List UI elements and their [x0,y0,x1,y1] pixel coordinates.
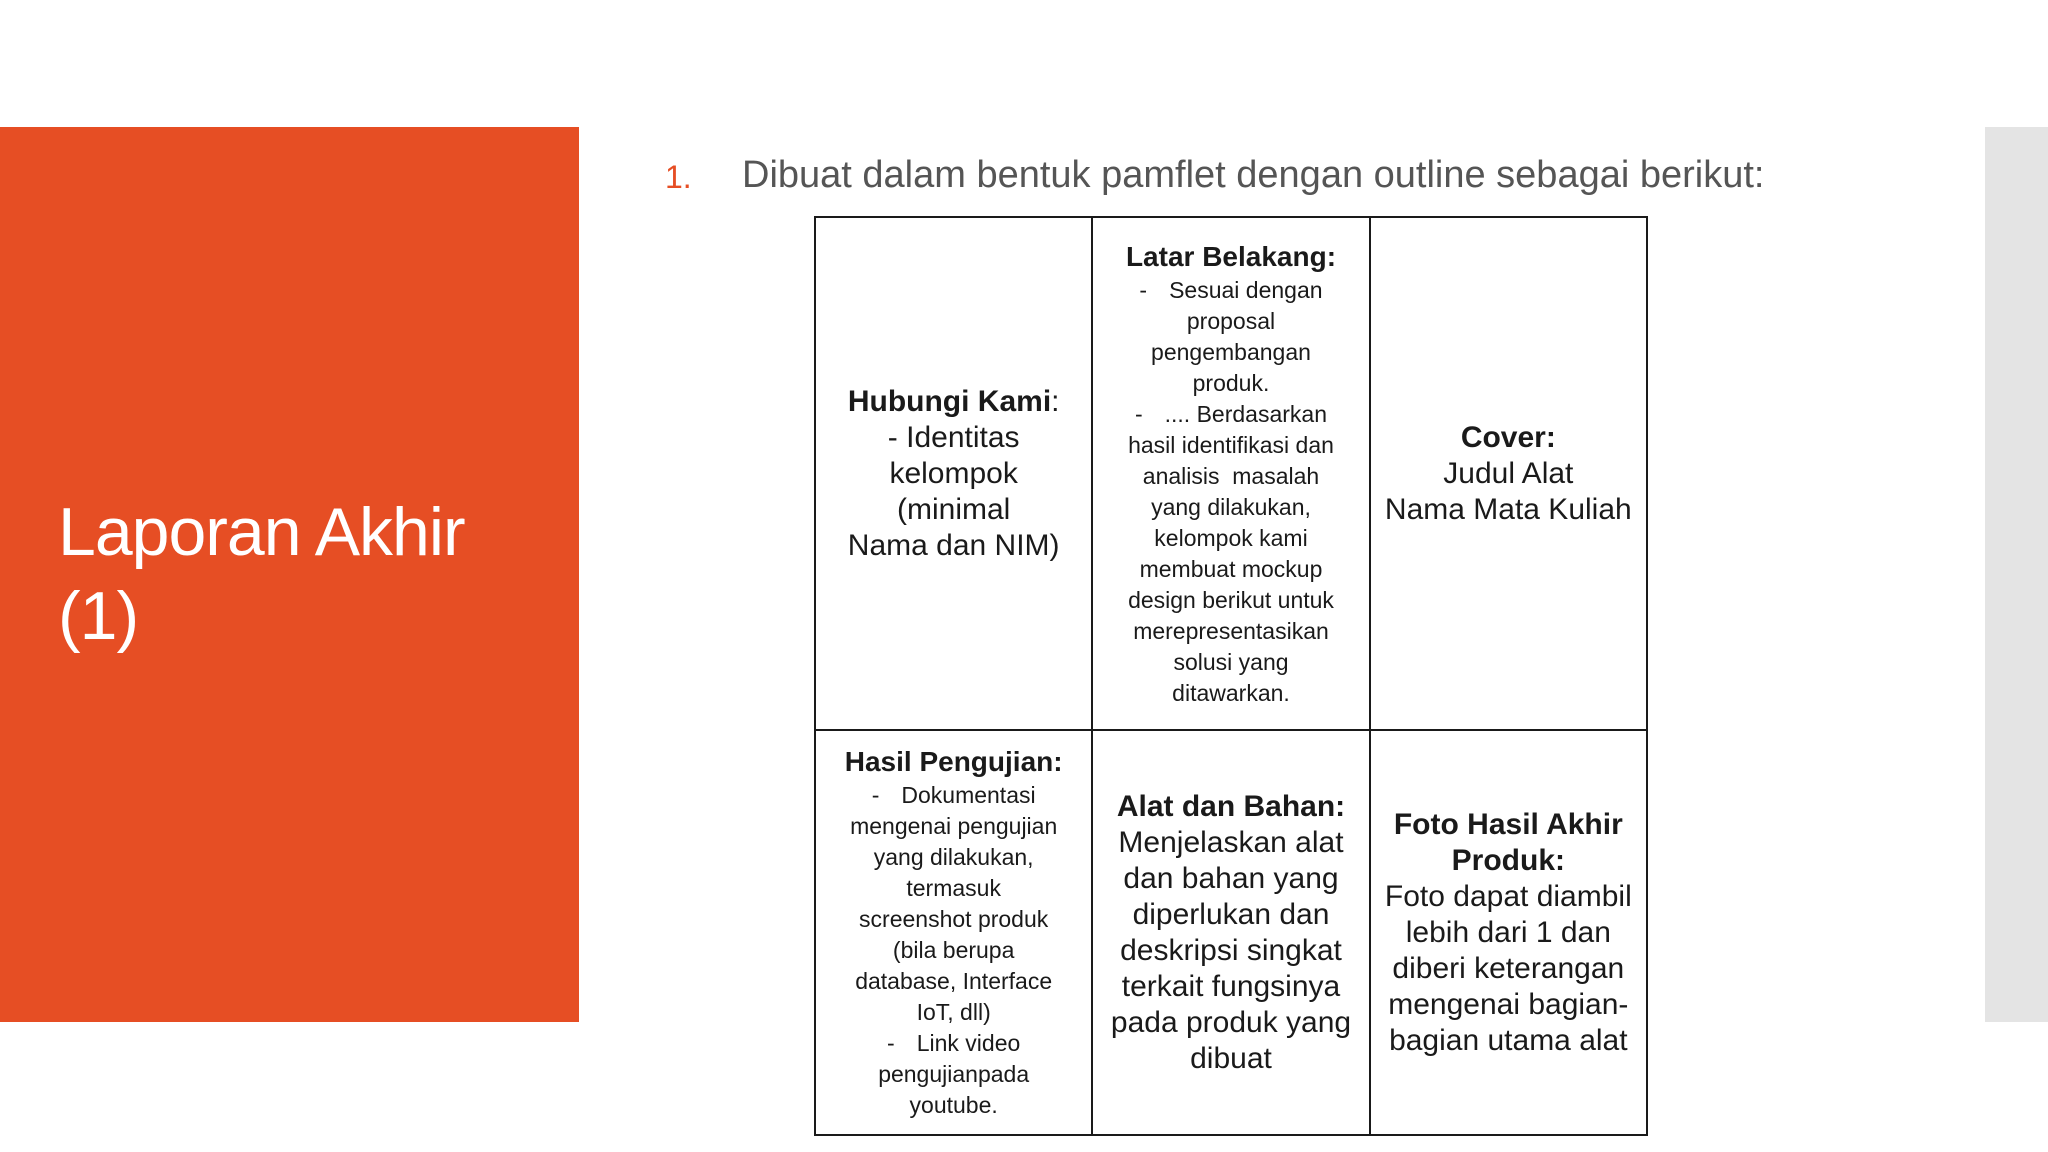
list-line: analisis masalah [1142,462,1320,489]
bullet-text: Dibuat dalam bentuk pamflet dengan outline sebagai berikut: [742,154,1765,196]
cell-line: bagian utama alat [1389,1023,1628,1057]
cell-heading: Hasil Pengujian: [844,746,1063,777]
list-item: - .... Berdasarkan [1134,400,1327,427]
list-line: proposal [1186,307,1276,334]
list-line: pengujianpada [878,1061,1030,1087]
list-line: merepresentasikan [1133,617,1329,644]
table-row [815,217,1647,730]
cell-line: - Identitas [887,420,1020,454]
list-line: (bila berupa [892,937,1015,963]
list-item: - Dokumentasi [871,782,1036,808]
cell-line: dibuat [1190,1041,1272,1075]
list-line: design berikut untuk [1128,586,1334,613]
list-item: - Link video [887,1030,1021,1056]
cell-line: mengenai bagian- [1388,987,1629,1021]
pamflet-outline-table [814,216,1648,1136]
cell-line: Judul Alat [1443,456,1574,490]
cell-hubungi-kami [815,217,1092,730]
list-line: ditawarkan. [1172,679,1290,706]
list-line: yang dilakukan, [873,844,1034,870]
cell-line: diberi keterangan [1392,951,1625,985]
list-item: - Sesuai dengan [1139,276,1323,303]
side-strip [1985,127,2048,1022]
list-line: database, Interface [855,968,1053,994]
cell-line: dan bahan yang [1123,861,1339,895]
list-line: yang dilakukan, [1151,493,1311,520]
list-line: mengenai pengujian [850,813,1058,839]
cell-line: Nama Mata Kuliah [1384,492,1632,526]
cell-line: terkait fungsinya [1121,969,1341,1003]
slide-title: Laporan Akhir (1) [58,494,465,654]
cell-line: pada produk yang [1110,1005,1352,1039]
bullet-number: 1. [665,159,692,195]
cell-heading: Foto Hasil Akhir Produk: [1393,807,1623,877]
cell-foto-hasil-akhir [1370,730,1647,1135]
list-line: membuat mockup [1139,555,1323,582]
cell-heading: Latar Belakang: [1125,240,1337,272]
cell-heading: Cover: [1460,420,1556,454]
table-row [815,730,1647,1135]
list-line: pengembangan [1151,338,1311,365]
cell-line: deskripsi singkat [1120,933,1342,967]
cell-line: lebih dari 1 dan [1405,915,1611,949]
cell-heading: Hubungi Kami [847,384,1052,418]
list-line: screenshot produk [859,906,1049,932]
list-line: IoT, dll) [916,999,991,1025]
cell-line: Nama dan NIM) [847,528,1060,562]
cell-line: diperlukan dan [1132,897,1330,931]
list-line: kelompok kami [1154,524,1308,551]
list-line: hasil identifikasi dan [1128,431,1334,458]
cell-cover [1370,217,1647,730]
cell-alat-dan-bahan [1092,730,1369,1135]
list-line: solusi yang [1173,648,1289,675]
heading-colon: : [1051,384,1060,418]
cell-line: Foto dapat diambil [1384,879,1632,913]
list-line: youtube. [909,1092,998,1118]
cell-line: kelompok (minimal [889,456,1018,526]
cell-heading: Alat dan Bahan: [1116,789,1346,823]
cell-hasil-pengujian [815,730,1092,1135]
list-line: termasuk [906,875,1001,901]
cell-line: Menjelaskan alat [1118,825,1344,859]
cell-latar-belakang [1092,217,1369,730]
list-line: produk. [1192,369,1270,396]
